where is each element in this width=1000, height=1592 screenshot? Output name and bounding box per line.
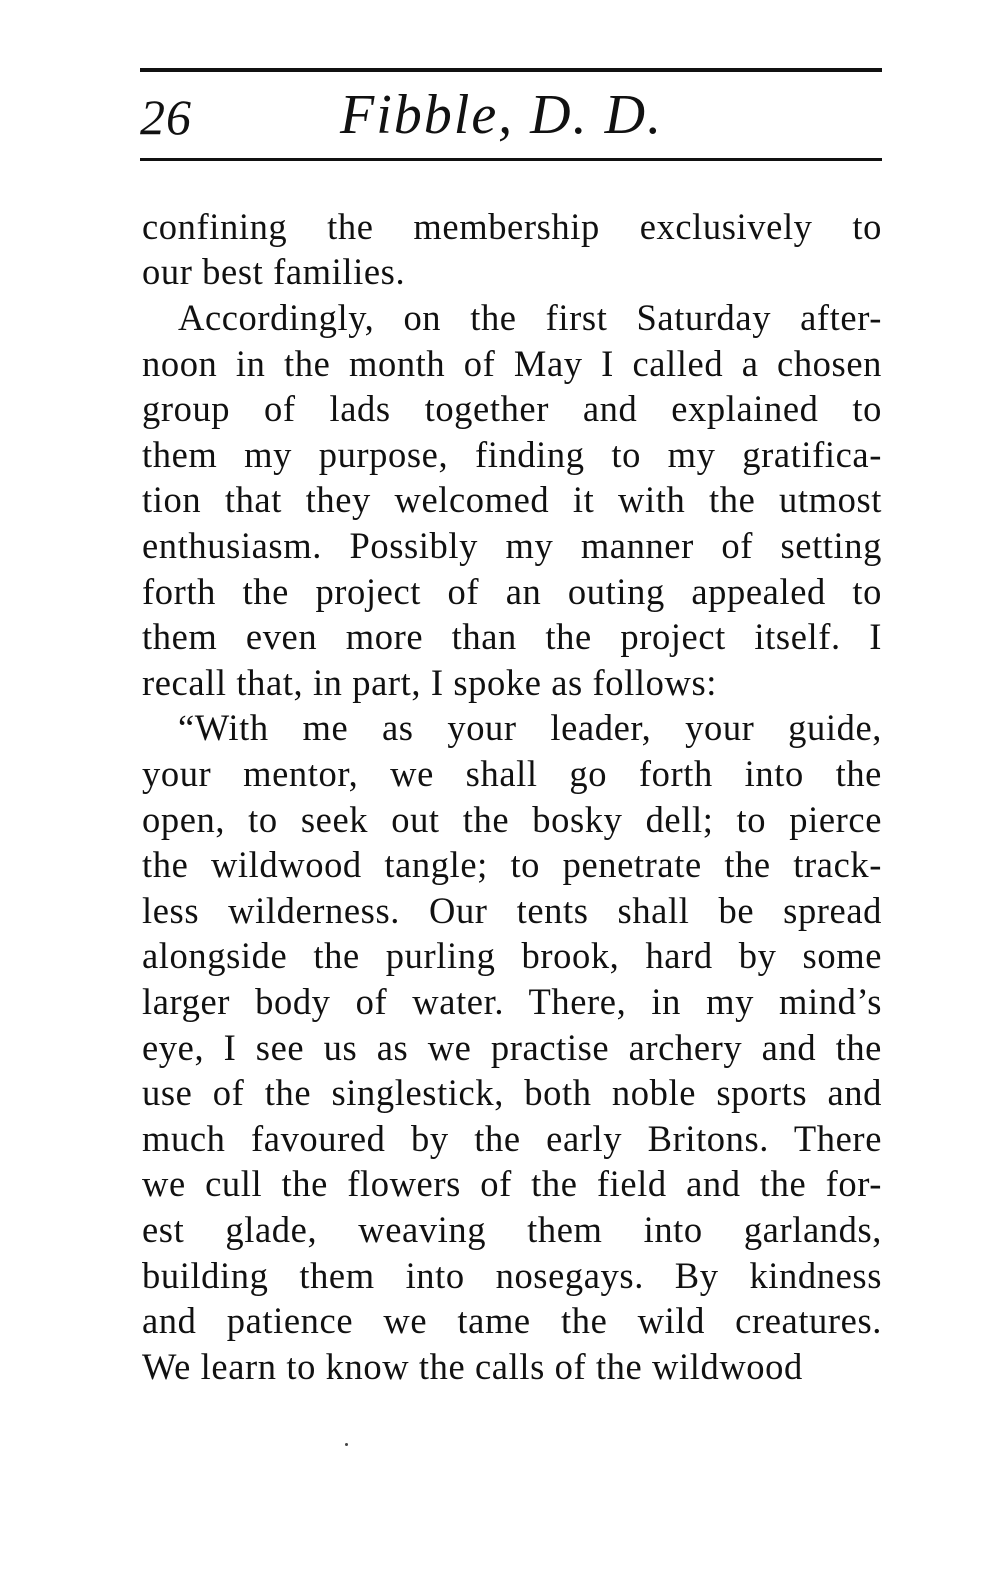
header-rule-top [140, 68, 882, 72]
page-number: 26 [140, 89, 192, 145]
paragraph-first-line: “With me as your leader, your guide, [178, 707, 882, 748]
paragraph-first-line: Accordingly, on the first Saturday after- [178, 297, 882, 338]
running-title: Fibble, D. D. [340, 84, 664, 146]
text-line: alongside the purling brook, hard by some [142, 935, 882, 976]
text-line: and patience we tame the wild creatures. [142, 1300, 882, 1341]
text-line: them my purpose, finding to my gratifica- [142, 434, 882, 475]
text-line: we cull the flowers of the field and the for- [142, 1163, 882, 1204]
text-line: recall that, in part, I spoke as follows: [142, 662, 717, 703]
text-line: larger body of water. There, in my mind’s [142, 981, 882, 1022]
text-line: less wilderness. Our tents shall be spread [142, 890, 882, 931]
text-line: est glade, weaving them into garlands, [142, 1209, 882, 1250]
text-line: our best families. [142, 251, 406, 292]
text-line: forth the project of an outing appealed to [142, 571, 882, 612]
text-line: building them into nosegays. By kindness [142, 1255, 882, 1296]
text-line: eye, I see us as we practise archery and the [142, 1027, 882, 1068]
text-line: the wildwood tangle; to penetrate the track- [142, 844, 882, 885]
ink-speck [345, 1443, 348, 1446]
text-line: much favoured by the early Britons. There [142, 1118, 882, 1159]
text-line: We learn to know the calls of the wildwood [142, 1346, 803, 1387]
text-line: your mentor, we shall go forth into the [142, 753, 882, 794]
text-line: group of lads together and explained to [142, 388, 882, 429]
text-line: confining the membership exclusively to [142, 206, 882, 247]
text-line: use of the singlestick, both noble sports and [142, 1072, 882, 1113]
text-line: enthusiasm. Possibly my manner of setting [142, 525, 882, 566]
text-line: open, to seek out the bosky dell; to pierce [142, 799, 882, 840]
text-line: noon in the month of May I called a chosen [142, 343, 882, 384]
text-line: tion that they welcomed it with the utmost [142, 479, 882, 520]
text-line: them even more than the project itself. I [142, 616, 882, 657]
header-rule-bottom [140, 158, 882, 161]
